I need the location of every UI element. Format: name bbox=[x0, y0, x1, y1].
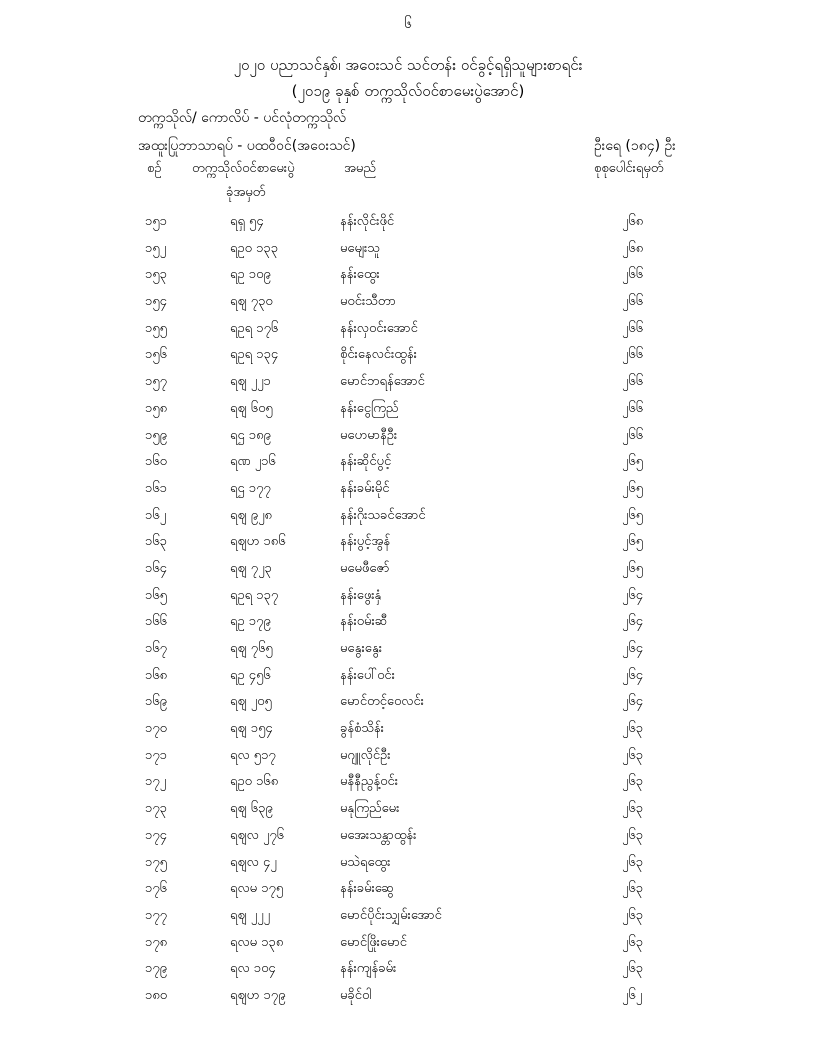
total-marks: ၂၆၂ bbox=[622, 987, 643, 1003]
student-name: မဝင်းသီတာ bbox=[340, 294, 396, 310]
table-row bbox=[0, 400, 816, 427]
roll-number: ရလ ၅၁၇ bbox=[230, 747, 276, 763]
row-number: ၁၇၂ bbox=[145, 774, 167, 790]
total-marks: ၂၆၅ bbox=[622, 480, 644, 496]
column-header-name: အမည် bbox=[344, 161, 376, 176]
total-marks: ၂၆၄ bbox=[622, 667, 644, 683]
university-label: တက္ကသိုလ်/ ကောလိပ် - ပင်လုံတက္ကသိုလ် bbox=[138, 110, 347, 126]
student-name: မောင်ဘရန်အောင် bbox=[340, 374, 425, 390]
table-row bbox=[0, 533, 816, 560]
roll-number: ရလမ ၁၃၈ bbox=[230, 934, 284, 950]
roll-number: ရဈ ၂၂၁ bbox=[230, 374, 271, 390]
student-name: နန်းပေါ်ဝင်း bbox=[340, 667, 395, 683]
student-name: မဂျူလိုင်ဦး bbox=[340, 747, 391, 763]
roll-number: ရဥရ ၁၃၄ bbox=[230, 347, 279, 363]
row-number: ၁၅၆ bbox=[145, 347, 167, 363]
roll-number: ရဈလ ၄၂ bbox=[230, 854, 277, 870]
row-number: ၁၆၃ bbox=[145, 534, 167, 550]
student-name: မနုကြည်မေး bbox=[340, 801, 400, 817]
student-name: မမျေးသူ bbox=[340, 240, 380, 256]
total-marks: ၂၆၃ bbox=[622, 721, 644, 737]
total-marks: ၂၆၃ bbox=[622, 907, 644, 923]
total-marks: ၂၆၃ bbox=[622, 774, 644, 790]
row-number: ၁၅၅ bbox=[145, 320, 167, 336]
table-row bbox=[0, 720, 816, 747]
row-number: ၁၆၄ bbox=[145, 560, 167, 576]
roll-number: ရဈ ၂၀၅ bbox=[230, 694, 272, 710]
table-row bbox=[0, 667, 816, 694]
roll-number: ရဈ ၇၂၃ bbox=[230, 560, 272, 576]
row-number: ၁၇၄ bbox=[145, 827, 167, 843]
table-row bbox=[0, 427, 816, 454]
student-name: နန်းငွေကြည် bbox=[340, 400, 399, 416]
page-number: ၆ bbox=[404, 16, 412, 32]
total-marks: ၂၆၆ bbox=[622, 400, 644, 416]
roll-number: ရဈဟ ၁၈၆ bbox=[230, 534, 286, 550]
roll-number: ရဌ ၁၇၇ bbox=[230, 480, 271, 496]
total-marks: ၂၆၄ bbox=[622, 641, 644, 656]
row-number: ၁၅၇ bbox=[145, 374, 167, 390]
total-marks: ၂၆၃ bbox=[622, 961, 644, 977]
table-row bbox=[0, 373, 816, 400]
row-number: ၁၇၀ bbox=[145, 721, 167, 737]
roll-number: ရဈဟ ၁၇၉ bbox=[230, 987, 286, 1003]
total-count-label: ဦးရေ (၁၈၄) ဦး bbox=[594, 138, 676, 154]
table-row bbox=[0, 827, 816, 854]
row-number: ၁၆၁ bbox=[145, 480, 167, 496]
total-marks: ၂၆၃ bbox=[622, 881, 644, 897]
roll-number: ရဌ ၁၈၉ bbox=[230, 427, 271, 443]
student-name: နန်းဝမ်းဆီ bbox=[340, 614, 388, 630]
table-row bbox=[0, 346, 816, 373]
student-name: နန်းခမ်းဆွေ bbox=[340, 881, 394, 897]
roll-number: ရဈ ၇၆၅ bbox=[230, 641, 273, 656]
row-number: ၁၆၈ bbox=[145, 667, 168, 683]
total-marks: ၂၆၃ bbox=[622, 747, 644, 763]
row-number: ၁၅၁ bbox=[145, 214, 167, 229]
row-number: ၁၈၀ bbox=[145, 987, 168, 1003]
row-number: ၁၇၉ bbox=[145, 961, 167, 977]
row-number: ၁၇၁ bbox=[145, 747, 167, 763]
row-number: ၁၇၇ bbox=[145, 907, 167, 923]
student-name: မခိုင်ဝါ bbox=[340, 987, 372, 1003]
total-marks: ၂၆၆ bbox=[622, 294, 644, 310]
table-row bbox=[0, 880, 816, 907]
student-list bbox=[0, 213, 816, 1014]
roll-number: ရဥဝ ၁၃၃ bbox=[230, 240, 279, 256]
table-row bbox=[0, 800, 816, 827]
row-number: ၁၇၅ bbox=[145, 854, 167, 870]
roll-number: ရဈ ၇၃၀ bbox=[230, 294, 273, 310]
student-name: မောင်တင့်ဝေလင်း bbox=[340, 694, 424, 710]
roll-number: ရဥရ ၁၃၇ bbox=[230, 587, 279, 603]
roll-number: ရဈ ၂၂၂ bbox=[230, 907, 270, 923]
row-number: ၁၆၅ bbox=[145, 587, 167, 603]
total-marks: ၂၆၃ bbox=[622, 827, 644, 843]
row-number: ၁၆၇ bbox=[145, 641, 167, 656]
student-name: ခွန်စံသိန်း bbox=[340, 721, 384, 737]
row-number: ၁၇၃ bbox=[145, 801, 167, 817]
table-row bbox=[0, 240, 816, 267]
roll-number: ရဈလ ၂၇၆ bbox=[230, 827, 284, 843]
list-title: ၂၀၂၀ ပညာသင်နှစ်၊ အဝေးသင် သင်တန်း ဝင်ခွင့်ရရှိသူများစာရင်း bbox=[233, 56, 583, 74]
student-name: မောင်ပိုင်းသျှမ်းအောင် bbox=[340, 907, 442, 923]
student-name: နန်းကျန်ခမ်း bbox=[340, 961, 397, 977]
total-marks: ၂၆၄ bbox=[622, 614, 644, 630]
row-number: ၁၅၈ bbox=[145, 400, 168, 416]
table-row bbox=[0, 613, 816, 640]
major-subject-label: အထူးပြုဘာသာရပ် - ပထဝီဝင်(အဝေးသင်) bbox=[138, 138, 356, 154]
student-name: စိုင်းနေလင်းထွန်း bbox=[340, 347, 417, 363]
row-number: ၁၇၈ bbox=[145, 934, 168, 950]
student-name: နန်းလိုင်းဖိုင် bbox=[340, 214, 395, 229]
roll-number: ရဥ ၄၅၆ bbox=[230, 667, 271, 683]
roll-number: ရဥဝ ၁၆၈ bbox=[230, 774, 279, 790]
student-name: မမေဖီဇော် bbox=[340, 560, 390, 576]
total-marks: ၂၆၅ bbox=[622, 534, 644, 550]
total-marks: ၂၆၃ bbox=[622, 934, 644, 950]
student-name: မနီနီညွန့်ဝင်း bbox=[340, 774, 398, 790]
table-row bbox=[0, 640, 816, 667]
total-marks: ၂၆၆ bbox=[622, 427, 644, 443]
student-name: နန်းဂိုးသခင်အောင် bbox=[340, 507, 426, 523]
student-name: နန်းဖွေးနှံ bbox=[340, 587, 382, 603]
table-row bbox=[0, 213, 816, 240]
table-row bbox=[0, 293, 816, 320]
row-number: ၁၆၆ bbox=[145, 614, 167, 630]
student-name: မောင်ဖြိုးမောင် bbox=[340, 934, 407, 950]
student-name: နန်းလှဝင်းအောင် bbox=[340, 320, 418, 336]
student-name: မနွေးနွေး bbox=[340, 641, 383, 656]
table-row bbox=[0, 960, 816, 987]
roll-number: ရဥ ၁၇၉ bbox=[230, 614, 271, 630]
roll-number: ရဥ ၁၀၉ bbox=[230, 267, 271, 283]
total-marks: ၂၆၃ bbox=[622, 801, 644, 817]
total-marks: ၂၆၆ bbox=[622, 320, 644, 336]
column-header-total-marks: စုစုပေါင်းရမှတ် bbox=[594, 161, 664, 176]
roll-number: ရဏ ၂၁၆ bbox=[230, 454, 276, 470]
total-marks: ၂၆၅ bbox=[622, 560, 644, 576]
table-row bbox=[0, 560, 816, 587]
student-name: မဟေမာနီဦး bbox=[340, 427, 398, 443]
student-name: မသဲရထွေး bbox=[340, 854, 391, 870]
total-marks: ၂၆၆ bbox=[622, 374, 644, 390]
roll-number: ရရှ ၅၄ bbox=[230, 214, 264, 229]
row-number: ၁၅၃ bbox=[145, 267, 167, 283]
table-row bbox=[0, 934, 816, 961]
total-marks: ၂၆၈ bbox=[622, 240, 644, 256]
total-marks: ၂၆၅ bbox=[622, 507, 644, 523]
row-number: ၁၅၂ bbox=[145, 240, 167, 256]
table-row bbox=[0, 907, 816, 934]
roll-number: ရဈ ၆၀၅ bbox=[230, 400, 273, 416]
total-marks: ၂၆၆ bbox=[622, 267, 644, 283]
table-row bbox=[0, 320, 816, 347]
table-row bbox=[0, 266, 816, 293]
table-row bbox=[0, 453, 816, 480]
roll-number: ရလမ ၁၇၅ bbox=[230, 881, 284, 897]
column-header-roll-number-line2: ခုံအမှတ် bbox=[226, 185, 266, 200]
roll-number: ရဈ ၁၅၄ bbox=[230, 721, 273, 737]
total-marks: ၂၆၅ bbox=[622, 454, 644, 470]
table-row bbox=[0, 480, 816, 507]
table-row bbox=[0, 773, 816, 800]
roll-number: ရလ ၁၀၄ bbox=[230, 961, 276, 977]
row-number: ၁၅၄ bbox=[145, 294, 167, 310]
table-row bbox=[0, 987, 816, 1014]
row-number: ၁၆၂ bbox=[145, 507, 167, 523]
table-row bbox=[0, 693, 816, 720]
total-marks: ၂၆၆ bbox=[622, 347, 644, 363]
table-row bbox=[0, 587, 816, 614]
student-name: နန်းဆိုင်ပွင့် bbox=[340, 454, 392, 470]
total-marks: ၂၆၈ bbox=[622, 214, 644, 229]
row-number: ၁၇၆ bbox=[145, 881, 167, 897]
student-name: မအေးသန္တာထွန်း bbox=[340, 827, 417, 843]
list-subtitle: (၂၀၁၉ ခုနှစ် တက္ကသိုလ်ဝင်စာမေးပွဲအောင်) bbox=[291, 82, 525, 100]
column-header-roll-number: တက္ကသိုလ်ဝင်စာမေးပွဲ bbox=[192, 161, 295, 176]
student-name: နန်းပွင့်အွန် bbox=[340, 534, 391, 550]
total-marks: ၂၆၄ bbox=[622, 587, 644, 603]
roll-number: ရဈ ၉၂၈ bbox=[230, 507, 272, 523]
row-number: ၁၆၉ bbox=[145, 694, 167, 710]
column-header-number: စဉ် bbox=[147, 161, 162, 176]
roll-number: ရဥရ ၁၇၆ bbox=[230, 320, 279, 336]
row-number: ၁၆၀ bbox=[145, 454, 167, 470]
total-marks: ၂၆၃ bbox=[622, 854, 644, 870]
student-name: နန်းခမ်းမိုင် bbox=[340, 480, 390, 496]
table-row bbox=[0, 507, 816, 534]
row-number: ၁၅၉ bbox=[145, 427, 167, 443]
roll-number: ရဈ ၆၃၉ bbox=[230, 801, 273, 817]
student-name: နန်းထွေး bbox=[340, 267, 380, 283]
table-row bbox=[0, 854, 816, 881]
total-marks: ၂၆၄ bbox=[622, 694, 644, 710]
table-row bbox=[0, 747, 816, 774]
